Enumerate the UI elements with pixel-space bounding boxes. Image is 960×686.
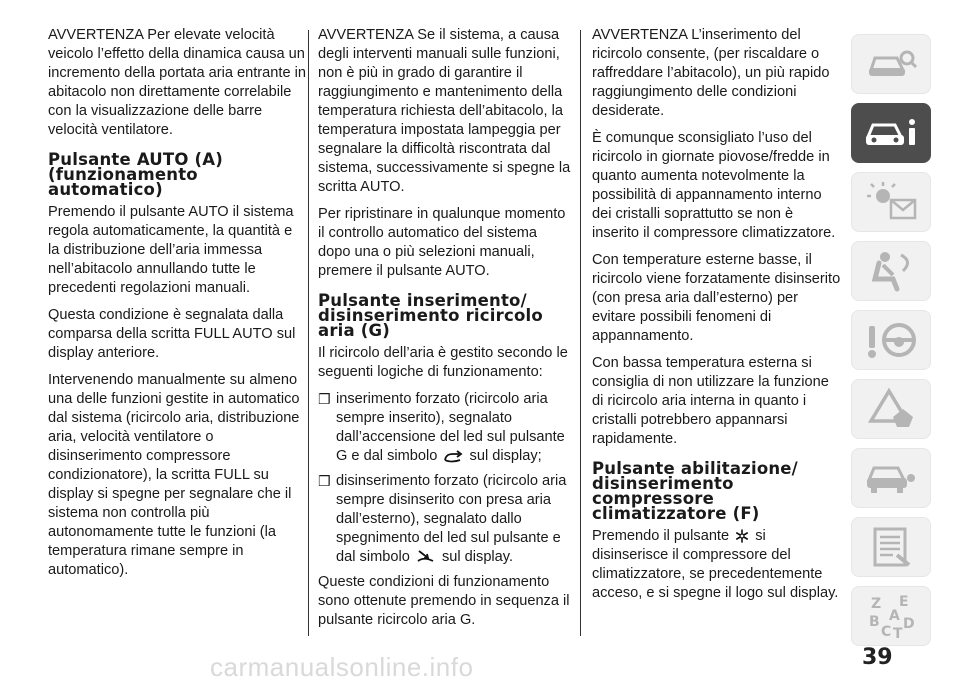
outside-air-icon — [416, 548, 436, 564]
emergency-triangle-icon — [863, 387, 919, 431]
svg-text:E: E — [899, 594, 909, 610]
section-heading-auto: Pulsante AUTO (A) (funzionamento automatico) — [48, 150, 223, 199]
paragraph: Premendo il pulsante AUTO il sistema regola automaticamente, la quantità e la distribuzione dell’aria immessa nell’abitacolo annullando tutte le precedenti regolazioni manuali. — [48, 204, 294, 296]
text-column-3 — [592, 26, 844, 611]
tab-maintenance[interactable] — [851, 448, 931, 508]
list-item-text-end: sul display. — [441, 549, 514, 565]
warning-paragraph: AVVERTENZA Per elevate velocità veicolo l’effetto della dinamica causa un incremento della portata aria entrante in abitacolo non direttamente correlabile con la visualizzazione delle barre velocità ventilatore. — [48, 27, 306, 138]
car-search-icon — [863, 44, 919, 84]
steering-wheel-icon — [863, 318, 919, 362]
list-item — [318, 472, 573, 567]
list-item — [318, 390, 573, 466]
car-service-icon — [863, 458, 919, 498]
alphabet-index-icon — [863, 592, 919, 640]
snowflake-icon — [735, 529, 749, 543]
recirculation-on-icon — [443, 449, 463, 463]
watermark: carmanualsonline.info — [210, 652, 474, 682]
paragraph: Per ripristinare in qualunque momento il controllo automatico del sistema dopo una o più selezioni manuali, premere il pulsante AUTO. — [318, 206, 566, 279]
airbag-seat-icon — [863, 249, 919, 293]
svg-text:C: C — [881, 624, 892, 640]
warning-paragraph: AVVERTENZA L’inserimento del ricircolo consente, (per riscaldare o raffreddare l’abitacolo), un più rapido raggiungimento delle condizioni desiderate. — [592, 27, 830, 119]
paragraph-text: Premendo il pulsante — [592, 528, 730, 544]
warning-paragraph: AVVERTENZA Se il sistema, a causa degli interventi manuali sulle funzioni, non è più in grado di garantire il raggiungimento e mantenimento della temperatura richiesta dell’abitacolo, la temperatura impostata lampeggia per segnalare la difficoltà riscontrata dal sistema, successivamente si spegne la scritta AUTO. — [318, 27, 571, 195]
svg-text:D: D — [903, 616, 915, 632]
bullet-checkbox-icon: ❒ — [318, 473, 331, 489]
paragraph: Intervenendo manualmente su almeno una delle funzioni gestite in automatico dal sistema (ricircolo aria, distribuzione aria, velocità ventilatore o disinserimento compressore condizionatore), la scritta FULL su display si spegne per segnalare che il sistema non controlla più autonomamente tutte le funzioni (la temperatura rimane sempre in automatico). — [48, 372, 300, 578]
column-divider — [580, 30, 581, 636]
tab-safety[interactable] — [851, 241, 931, 301]
paragraph: Questa condizione è segnalata dalla comparsa della scritta FULL AUTO sul display anteriore. — [48, 307, 296, 361]
paragraph: Con bassa temperatura esterna si consiglia di non utilizzare la funzione di ricircolo aria interna in quanto i cristalli potrebbero appannarsi rapidamente. — [592, 355, 829, 447]
paragraph-text: si disinserisce il compressore del climatizzatore, se precedentemente acceso, e si spegne il logo sul display. — [592, 528, 839, 601]
list-item-text: disinserimento forzato (ricircolo aria sempre disinserito con presa aria dall’esterno), segnalato dallo spegnimento del led sul pulsante e dal simbolo — [336, 473, 567, 565]
paragraph: Queste condizioni di funzionamento sono ottenute premendo in sequenza il pulsante ricircolo aria G. — [318, 574, 570, 628]
paragraph: Il ricircolo dell’aria è gestito secondo le seguenti logiche di funzionamento: — [318, 345, 568, 380]
tab-starting-driving[interactable] — [851, 310, 931, 370]
paragraph: Con temperature esterne basse, il ricircolo viene forzatamente disinserito (con presa aria dall’esterno) per evitare possibili fenomeni di appannamento. — [592, 252, 841, 344]
section-heading-compressor: Pulsante abilitazione/ disinserimento compressore climatizzatore (F) — [592, 459, 798, 523]
paragraph — [592, 527, 844, 603]
bullet-checkbox-icon: ❒ — [318, 391, 331, 407]
tab-car-info[interactable] — [851, 103, 931, 163]
text-column-2 — [318, 26, 573, 638]
svg-text:T: T — [893, 626, 903, 640]
chapter-tabs — [851, 34, 931, 655]
tab-index[interactable] — [851, 586, 931, 646]
specifications-list-icon — [863, 525, 919, 569]
section-heading-recirculation: Pulsante inserimento/ disinserimento ricircolo aria (G) — [318, 291, 543, 340]
tab-emergency[interactable] — [851, 379, 931, 439]
list-item-text: inserimento forzato (ricircolo aria sempre inserito), segnalato dall’accensione del led sul pulsante G e dal simbolo — [336, 391, 565, 464]
tab-car-overview[interactable] — [851, 34, 931, 94]
svg-text:A: A — [889, 608, 900, 624]
tab-warning-lights[interactable] — [851, 172, 931, 232]
svg-text:Z: Z — [871, 596, 882, 612]
tab-technical-data[interactable] — [851, 517, 931, 577]
svg-text:B: B — [869, 614, 880, 630]
car-info-icon — [862, 113, 920, 153]
paragraph: È comunque sconsigliato l’uso del ricircolo in giornate piovose/fredde in quanto aumenta notevolmente la possibilità di appannamento interno dei cristalli soprattutto se non è inserito il compressore climatizzatore. — [592, 130, 836, 241]
warning-lights-icon — [863, 180, 919, 224]
column-divider — [308, 30, 309, 636]
text-column-1 — [48, 26, 306, 588]
list-item-text-end: sul display; — [469, 448, 542, 464]
page-number: 39 — [862, 645, 893, 670]
